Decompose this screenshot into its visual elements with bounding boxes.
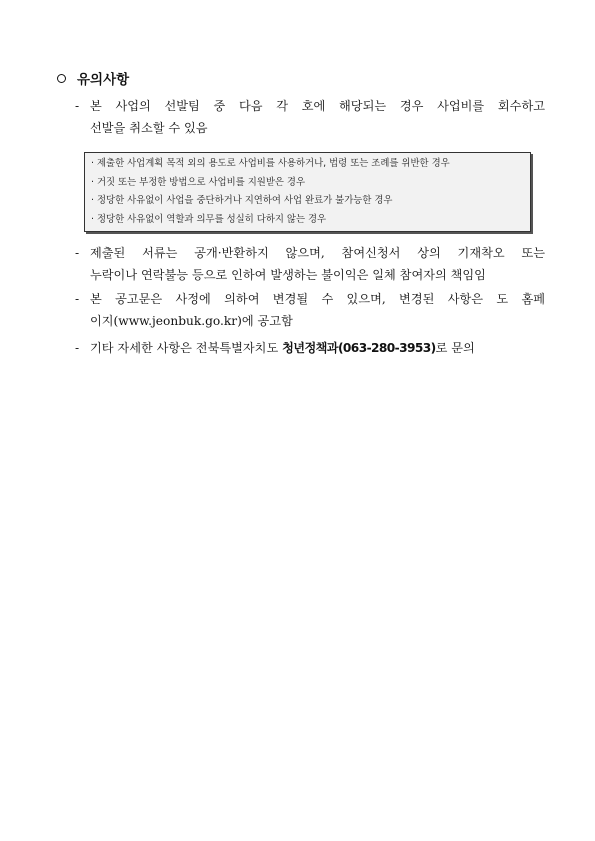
contact-text-post: 로 문의 (435, 341, 475, 355)
dash-marker: - (75, 99, 80, 113)
contact-department: 청년정책과(063-280-3953) (282, 341, 436, 355)
notice-line (75, 337, 545, 359)
notice-line: 선발을 취소할 수 있음 (90, 121, 208, 135)
notice-item (75, 337, 545, 359)
dash-marker: - (75, 246, 80, 260)
dash-marker: - (75, 341, 80, 355)
notice-line: 본 공고문은 사정에 의하여 변경될 수 있으며, 변경된 사항은 도 홈페 (90, 292, 545, 306)
section-heading-text: 유의사항 (77, 72, 130, 88)
notice-item (75, 242, 545, 286)
condition-item: · 거짓 또는 부정한 방법으로 사업비를 지원받은 경우 (91, 176, 306, 188)
condition-item: · 제출한 사업계획 목적 외의 용도로 사업비를 사용하거나, 법령 또는 조례를 위반한 경우 (91, 158, 450, 169)
notice-line: 제출된 서류는 공개·반환하지 않으며, 참여신청서 상의 기재착오 또는 (90, 246, 545, 260)
hollow-circle-icon (57, 74, 66, 83)
section-heading (57, 67, 129, 89)
notice-line: 본 사업의 선발팀 중 다음 각 호에 해당되는 경우 사업비를 회수하고 (90, 99, 545, 113)
notice-line: 누락이나 연락불능 등으로 인하여 발생하는 불이익은 일체 참여자의 책임임 (90, 268, 486, 282)
contact-text-pre: 기타 자세한 사항은 전북특별자치도 (90, 341, 283, 355)
dash-marker: - (75, 292, 80, 306)
condition-item: · 정당한 사유없이 역할과 의무를 성실히 다하지 않는 경우 (91, 213, 327, 225)
notice-item (75, 95, 545, 139)
condition-item: · 정당한 사유없이 사업을 중단하거나 지연하여 사업 완료가 불가능한 경우 (91, 195, 393, 206)
notice-item (75, 288, 545, 332)
notice-line: 이지(www.jeonbuk.go.kr)에 공고함 (90, 314, 293, 328)
conditions-box (84, 152, 531, 232)
